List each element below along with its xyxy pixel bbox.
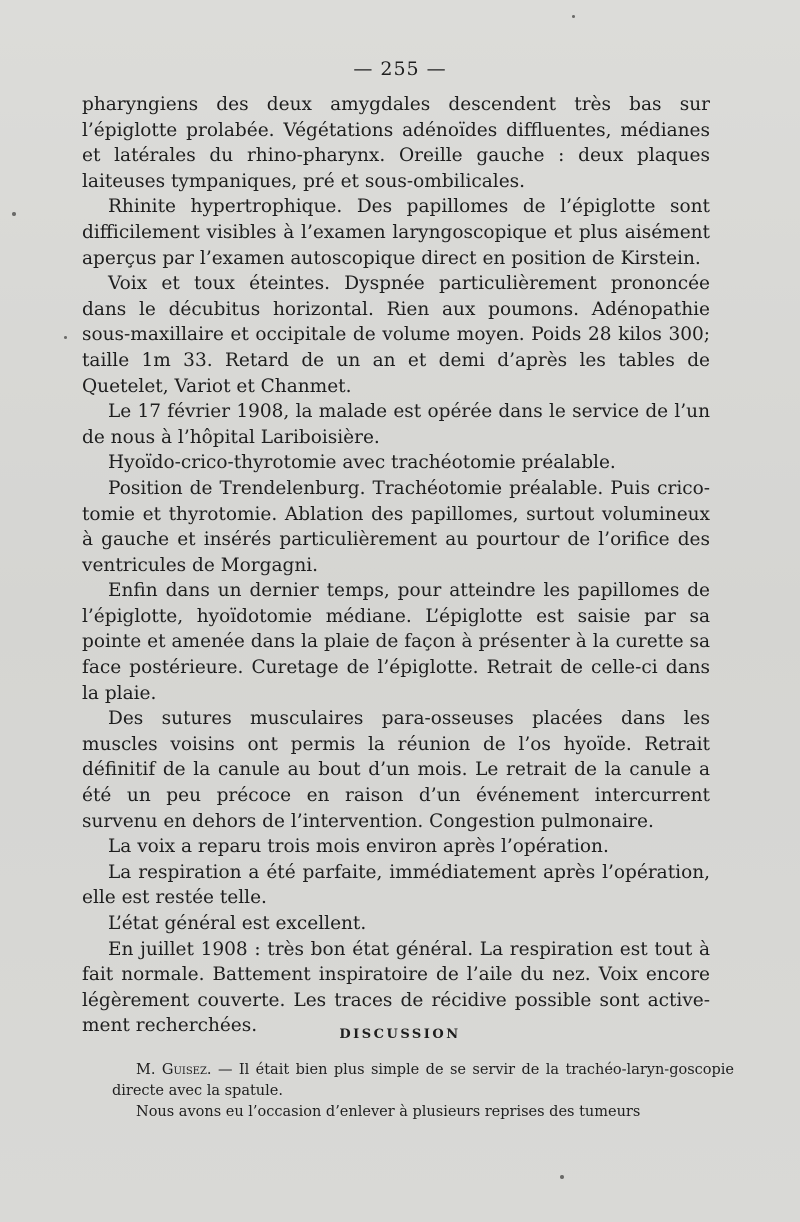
paper-speck bbox=[64, 336, 67, 339]
paragraph: Hyoïdo-crico-thyrotomie avec trachéotomie préalable. bbox=[108, 452, 616, 474]
discussion-heading: DISCUSSION bbox=[339, 1027, 461, 1042]
paragraph: Enfin dans un dernier temps, pour atteindre les papillomes de l’épiglotte, hyoïdotomie médiane. L’épiglotte est saisie par sa pointe et amenée dans la plaie de façon à présenter à la curette sa face postérieure. Curetage de l’épiglotte. Retrait de celle-ci dans la plaie. bbox=[82, 580, 710, 704]
paragraph: La respiration a été parfaite, immédiatement après l’opération, elle est restée telle. bbox=[82, 861, 710, 909]
discussion-text bbox=[112, 1060, 734, 1123]
paper-speck bbox=[572, 15, 575, 18]
paragraph: Le 17 février 1908, la malade est opérée dans le service de l’un de nous à l’hôpital Lariboisière. bbox=[82, 401, 710, 448]
paragraph: Rhinite hypertrophique. Des papillomes de l’épiglotte sont difficilement visibles à l’examen laryngoscopique et plus aisément aperçus par l’examen autoscopique direct en position de Kirstein. bbox=[82, 196, 710, 269]
paragraph: Position de Trendelenburg. Trachéotomie préalable. Puis crico-tomie et thyrotomie. Ablation des papillomes, surtout volumineux à gauche et insérés particulièrement au pourtour de l’orifice des ventricules de Morgagni. bbox=[82, 477, 710, 576]
discussion-paragraph: Nous avons eu l’occasion d’enlever à plusieurs reprises des tumeurs bbox=[136, 1104, 641, 1120]
speaker-remark: — Il était bien plus simple de se servir de la trachéo-laryn-goscopie directe avec la spatule. bbox=[112, 1062, 735, 1099]
paragraph: Des sutures musculaires para-osseuses placées dans les muscles voisins ont permis la réunion de l’os hyoïde. Retrait définitif de la canule au bout d’un mois. Le retrait de la canule a été un peu précoce en raison d’un événement intercurrent survenu en dehors de l’intervention. Congestion pulmonaire. bbox=[82, 708, 710, 832]
page-number: — 255 — bbox=[353, 58, 447, 80]
paragraph: Voix et toux éteintes. Dyspnée particulièrement prononcée dans le décubitus horizontal. Rien aux poumons. Adénopathie sous-maxillaire et occipitale de volume moyen. Poids 28 kilos 300; taille 1m 33. Retard de un an et demi d’après les tables de Quetelet, Variot et Chanmet. bbox=[82, 273, 710, 397]
paragraph: L’état général est excellent. bbox=[108, 913, 367, 934]
paragraph: En juillet 1908 : très bon état général. La respiration est tout à fait normale. Battement inspiratoire de l’aile du nez. Voix encore légèrement couverte. Les traces de récidive possible sont active-ment recherchées. bbox=[82, 938, 710, 1037]
discussion-paragraph bbox=[112, 1060, 734, 1102]
paragraph: pharyngiens des deux amygdales descendent très bas sur l’épiglotte prolabée. Végétations adénoïdes diffluentes, médianes et latérales du rhino-pharynx. Oreille gauche : deux plaques laiteuses tympaniques, pré et sous-ombilicales. bbox=[82, 94, 710, 192]
paper-speck bbox=[12, 212, 16, 216]
paragraph: La voix a reparu trois mois environ après l’opération. bbox=[108, 836, 609, 858]
speaker-name: M. Guisez. bbox=[136, 1062, 212, 1078]
case-report-text bbox=[82, 92, 710, 1039]
paper-speck bbox=[560, 1175, 564, 1179]
